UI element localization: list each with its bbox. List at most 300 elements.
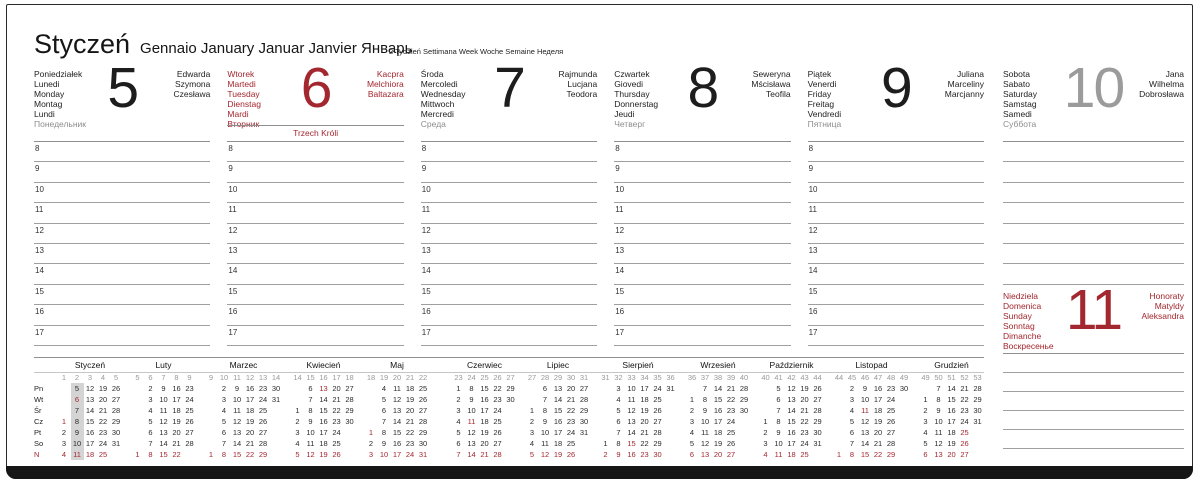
mini-date: 22 bbox=[405, 428, 415, 437]
mini-date: 30 bbox=[899, 384, 909, 393]
mini-date: 13 bbox=[159, 428, 168, 437]
mini-date: 6 bbox=[776, 395, 781, 404]
mini-date: 27 bbox=[579, 384, 589, 393]
nameday: Czesława bbox=[173, 89, 211, 99]
day-name: Martedi bbox=[227, 79, 256, 89]
mini-date bbox=[599, 405, 612, 416]
mini-date: 4 bbox=[616, 395, 621, 404]
mini-date: 2 bbox=[849, 384, 855, 393]
hour-label: 9 bbox=[808, 164, 814, 174]
week-number: 29 bbox=[553, 373, 563, 382]
nameday: Dobrosława bbox=[1139, 89, 1184, 99]
hour-label: 12 bbox=[35, 225, 44, 235]
hour-label: 13 bbox=[421, 245, 431, 255]
dow-labels bbox=[34, 359, 49, 460]
mini-date: 3 bbox=[849, 395, 855, 404]
mini-date: 3 bbox=[923, 417, 928, 426]
mini-date: 24 bbox=[726, 417, 736, 426]
mini-date: 10 bbox=[774, 439, 783, 448]
holiday-row bbox=[421, 125, 597, 141]
mini-date: 19 bbox=[405, 395, 415, 404]
mini-date: 11 bbox=[701, 428, 709, 437]
mini-date: 24 bbox=[98, 439, 108, 448]
weekend-column bbox=[1003, 56, 1184, 468]
mini-date: 31 bbox=[271, 395, 281, 404]
hour-label: 13 bbox=[35, 245, 44, 255]
mini-date: 8 bbox=[702, 395, 708, 404]
week-number: 18 bbox=[366, 373, 376, 382]
week-number: 33 bbox=[627, 373, 636, 382]
mini-month-3 bbox=[205, 359, 283, 460]
mini-date: 20 bbox=[566, 384, 576, 393]
mini-date: 16 bbox=[873, 384, 883, 393]
mini-date: 18 bbox=[713, 428, 723, 437]
mini-date: 25 bbox=[493, 417, 502, 426]
mini-date: 31 bbox=[666, 384, 675, 393]
mini-month-name: Kwiecień bbox=[306, 360, 341, 370]
mini-date bbox=[270, 449, 283, 460]
mini-date: 21 bbox=[566, 395, 576, 404]
mini-month-10 bbox=[759, 359, 824, 460]
mini-date: 9 bbox=[381, 439, 387, 448]
nameday: Teofila bbox=[766, 89, 791, 99]
day-name: Wtorek bbox=[227, 69, 255, 79]
mini-date: 6 bbox=[616, 417, 621, 426]
hour-row bbox=[227, 244, 403, 264]
mini-date bbox=[833, 416, 846, 427]
mini-date: 22 bbox=[640, 439, 649, 448]
mini-date: 19 bbox=[98, 384, 108, 393]
day-header bbox=[420, 56, 598, 129]
namedays bbox=[1141, 291, 1184, 321]
mini-date: 25 bbox=[566, 439, 576, 448]
hour-row bbox=[227, 142, 403, 162]
mini-month-grid bbox=[599, 372, 677, 460]
mini-date: 23 bbox=[566, 417, 576, 426]
mini-date: 28 bbox=[493, 450, 502, 459]
day-name: Mercoledi bbox=[420, 79, 458, 89]
hour-row bbox=[227, 285, 403, 305]
week-number: 16 bbox=[319, 373, 328, 382]
mini-date: 11 bbox=[627, 395, 636, 404]
mini-date bbox=[919, 383, 932, 394]
hour-row bbox=[34, 142, 210, 162]
mini-date: 23 bbox=[185, 384, 194, 393]
day-name: Четверг bbox=[614, 119, 646, 129]
nameday: Marcjanny bbox=[944, 89, 984, 99]
mini-date: 27 bbox=[960, 450, 969, 459]
hour-label: 17 bbox=[228, 327, 238, 337]
hour-label: 8 bbox=[421, 144, 427, 153]
mini-date: 22 bbox=[960, 395, 969, 404]
mini-date bbox=[131, 405, 144, 416]
mini-date: 13 bbox=[934, 450, 943, 459]
hour-label: 9 bbox=[35, 164, 40, 174]
mini-date bbox=[58, 394, 71, 405]
mini-date: 20 bbox=[98, 395, 108, 404]
day-name: Пятница bbox=[807, 119, 842, 129]
week-number: 47 bbox=[873, 373, 883, 382]
mini-date bbox=[110, 449, 123, 460]
mini-month-grid bbox=[686, 372, 751, 460]
day-number: 5 bbox=[107, 56, 138, 120]
mini-date: 28 bbox=[886, 439, 896, 448]
mini-date bbox=[599, 416, 612, 427]
mini-date: 2 bbox=[456, 395, 461, 404]
mini-date: 29 bbox=[345, 406, 354, 415]
nameday: Jana bbox=[1165, 69, 1184, 79]
mini-date: 28 bbox=[973, 384, 982, 393]
holiday-row bbox=[1003, 125, 1184, 141]
day-name: Понедельник bbox=[34, 119, 87, 129]
mini-date bbox=[504, 405, 517, 416]
mini-date: 13 bbox=[700, 450, 710, 459]
mini-date: 12 bbox=[85, 384, 95, 393]
mini-date: 4 bbox=[923, 428, 928, 437]
mini-date: 1 bbox=[529, 406, 535, 415]
week-number: 43 bbox=[800, 373, 809, 382]
hours-grid bbox=[614, 141, 790, 346]
mini-date: 2 bbox=[61, 428, 67, 437]
mini-date: 13 bbox=[553, 384, 563, 393]
mini-date: 7 bbox=[381, 417, 387, 426]
mini-date: 30 bbox=[111, 428, 121, 437]
mini-month-6 bbox=[452, 359, 517, 460]
week-number: 40 bbox=[761, 373, 770, 382]
mini-date: 28 bbox=[111, 406, 121, 415]
mini-date: 14 bbox=[627, 428, 636, 437]
mini-date: 6 bbox=[849, 428, 855, 437]
mini-date: 1 bbox=[135, 450, 140, 459]
mini-date bbox=[664, 416, 677, 427]
mini-date: 26 bbox=[726, 439, 736, 448]
hour-label: 13 bbox=[228, 245, 238, 255]
mini-date: 5 bbox=[776, 384, 781, 393]
nameday: Wilhelma bbox=[1149, 79, 1184, 89]
mini-date: 10 bbox=[467, 406, 476, 415]
mini-month-name: Czerwiec bbox=[467, 360, 502, 370]
mini-date: 11 bbox=[306, 439, 315, 448]
mini-date: 13 bbox=[627, 417, 636, 426]
mini-date bbox=[205, 438, 218, 449]
mini-date: 6 bbox=[689, 450, 695, 459]
mini-date bbox=[183, 449, 196, 460]
week-number: 4 bbox=[100, 373, 106, 382]
hour-row bbox=[34, 183, 210, 203]
hour-row bbox=[614, 203, 790, 223]
mini-date: 20 bbox=[800, 395, 809, 404]
mini-date: 21 bbox=[800, 406, 809, 415]
day-name: Samedi bbox=[1003, 109, 1032, 119]
hour-row bbox=[808, 224, 984, 244]
week-number: 12 bbox=[245, 373, 255, 382]
mini-date: 21 bbox=[726, 384, 736, 393]
mini-date: 30 bbox=[739, 406, 749, 415]
week-number: 49 bbox=[921, 373, 930, 382]
week-number: 13 bbox=[258, 373, 268, 382]
mini-date bbox=[599, 394, 612, 405]
week-number: 26 bbox=[493, 373, 502, 382]
week-number: 18 bbox=[345, 373, 354, 382]
hour-row bbox=[421, 326, 597, 346]
mini-date: 10 bbox=[627, 384, 636, 393]
mini-date: 23 bbox=[726, 406, 736, 415]
week-number: 2 bbox=[74, 373, 80, 382]
mini-date: 17 bbox=[172, 395, 181, 404]
mini-date: 12 bbox=[467, 428, 476, 437]
mini-date: 8 bbox=[936, 395, 941, 404]
week-number: 30 bbox=[566, 373, 576, 382]
mini-date: 22 bbox=[172, 450, 181, 459]
mini-date: 18 bbox=[245, 406, 255, 415]
day-name: Wednesday bbox=[420, 89, 466, 99]
mini-date: 8 bbox=[616, 439, 621, 448]
mini-date bbox=[759, 383, 772, 394]
mini-date: 19 bbox=[553, 450, 563, 459]
mini-month-1 bbox=[58, 359, 123, 460]
mini-date: 24 bbox=[800, 439, 809, 448]
mini-date bbox=[205, 383, 218, 394]
ruled-line bbox=[1003, 203, 1184, 223]
mini-date bbox=[759, 394, 772, 405]
hour-row bbox=[614, 264, 790, 284]
mini-date: 13 bbox=[232, 428, 242, 437]
ruled-line bbox=[1003, 244, 1184, 264]
mini-date bbox=[504, 438, 517, 449]
mini-date bbox=[738, 449, 751, 460]
mini-month-name: Maj bbox=[390, 360, 404, 370]
hour-label: 14 bbox=[615, 266, 625, 276]
hour-row bbox=[614, 305, 790, 325]
mini-date: 14 bbox=[85, 406, 95, 415]
mini-date: 14 bbox=[713, 384, 723, 393]
day-number: 6 bbox=[300, 56, 331, 120]
mini-month-grid bbox=[833, 372, 911, 460]
hour-label: 15 bbox=[421, 286, 431, 296]
mini-date: 30 bbox=[813, 428, 822, 437]
hour-row bbox=[34, 305, 210, 325]
nameday: Teodora bbox=[566, 89, 598, 99]
week-number: 39 bbox=[726, 373, 736, 382]
hour-row bbox=[421, 224, 597, 244]
holiday-row bbox=[34, 125, 210, 141]
nameday: Szymona bbox=[174, 79, 211, 89]
mini-date: 31 bbox=[111, 439, 121, 448]
mini-date: 12 bbox=[860, 417, 870, 426]
mini-date: 4 bbox=[456, 417, 461, 426]
mini-date: 22 bbox=[566, 406, 576, 415]
day-name: Montag bbox=[34, 99, 63, 109]
bottom-bar bbox=[6, 466, 1193, 479]
hour-label: 10 bbox=[421, 184, 431, 194]
mini-date: 15 bbox=[553, 406, 563, 415]
hour-row bbox=[34, 203, 210, 223]
mini-date: 10 bbox=[860, 395, 870, 404]
nameday: Rajmunda bbox=[558, 69, 598, 79]
week-number: 42 bbox=[787, 373, 796, 382]
hours-grid bbox=[808, 141, 984, 346]
mini-date: 16 bbox=[85, 428, 95, 437]
hour-row bbox=[227, 162, 403, 182]
mini-date: 20 bbox=[172, 428, 181, 437]
mini-date: 2 bbox=[529, 417, 535, 426]
ruled-line bbox=[1003, 411, 1184, 430]
mini-date: 12 bbox=[934, 439, 943, 448]
hour-row bbox=[808, 183, 984, 203]
mini-date: 22 bbox=[332, 406, 341, 415]
mini-date: 29 bbox=[418, 428, 428, 437]
mini-date: 2 bbox=[689, 406, 695, 415]
hour-row bbox=[808, 326, 984, 346]
day-name: Giovedi bbox=[614, 79, 644, 89]
dow-label: Pn bbox=[34, 384, 44, 393]
mini-date: 17 bbox=[319, 428, 328, 437]
mini-date bbox=[270, 427, 283, 438]
day-name: Tuesday bbox=[227, 89, 260, 99]
day-name: Mittwoch bbox=[420, 99, 455, 109]
mini-date: 16 bbox=[947, 406, 956, 415]
week-number: 23 bbox=[454, 373, 463, 382]
mini-month-7 bbox=[526, 359, 591, 460]
mini-date: 25 bbox=[185, 406, 194, 415]
mini-date bbox=[343, 449, 356, 460]
day-name: Środa bbox=[420, 69, 444, 79]
mini-date: 24 bbox=[566, 428, 576, 437]
weekday-column-2 bbox=[227, 56, 404, 346]
ruled-line bbox=[1003, 392, 1184, 411]
mini-date: 15 bbox=[947, 395, 956, 404]
mini-date: 14 bbox=[159, 439, 168, 448]
mini-date: 17 bbox=[947, 417, 956, 426]
day-header bbox=[807, 56, 984, 129]
mini-date: 3 bbox=[148, 395, 153, 404]
mini-month-name: Marzec bbox=[229, 360, 258, 370]
mini-date: 10 bbox=[700, 417, 710, 426]
hour-label: 16 bbox=[615, 307, 625, 317]
mini-date: 20 bbox=[640, 417, 649, 426]
day-name: Dienstag bbox=[227, 99, 261, 109]
mini-date: 10 bbox=[934, 417, 943, 426]
mini-date: 19 bbox=[713, 439, 723, 448]
mini-date bbox=[578, 449, 591, 460]
mini-date: 6 bbox=[456, 439, 461, 448]
hour-label: 10 bbox=[808, 184, 818, 194]
mini-date: 19 bbox=[640, 406, 649, 415]
mini-date: 19 bbox=[319, 450, 328, 459]
mini-date: 11 bbox=[541, 439, 549, 448]
mini-date: 31 bbox=[418, 450, 428, 459]
mini-date: 7 bbox=[936, 384, 941, 393]
mini-date: 15 bbox=[627, 439, 636, 448]
week-number: 41 bbox=[774, 373, 783, 382]
mini-date: 15 bbox=[480, 384, 489, 393]
mini-date: 4 bbox=[148, 406, 153, 415]
mini-month-4 bbox=[291, 359, 356, 460]
mini-date: 28 bbox=[258, 439, 268, 448]
mini-date bbox=[971, 427, 984, 438]
mini-date: 27 bbox=[653, 417, 662, 426]
holiday-row bbox=[614, 125, 790, 141]
mini-date: 23 bbox=[98, 428, 108, 437]
mini-date: 30 bbox=[506, 395, 515, 404]
mini-date bbox=[291, 394, 304, 405]
holiday-label: Trzech Króli bbox=[293, 128, 339, 138]
week-number: 35 bbox=[653, 373, 662, 382]
mini-date: 9 bbox=[234, 384, 240, 393]
hour-row bbox=[808, 203, 984, 223]
mini-date: 6 bbox=[221, 428, 227, 437]
mini-date: 17 bbox=[480, 406, 489, 415]
hour-row bbox=[808, 142, 984, 162]
mini-date: 21 bbox=[480, 450, 489, 459]
namedays bbox=[945, 69, 984, 99]
hour-row bbox=[421, 142, 597, 162]
mini-date: 23 bbox=[405, 439, 415, 448]
hour-row bbox=[808, 162, 984, 182]
day-name: Niedziela bbox=[1003, 290, 1038, 301]
hour-row bbox=[614, 285, 790, 305]
namedays bbox=[1139, 69, 1184, 99]
mini-date bbox=[971, 438, 984, 449]
mini-date: 28 bbox=[185, 439, 194, 448]
mini-date: 7 bbox=[616, 428, 621, 437]
mini-date: 15 bbox=[860, 450, 870, 459]
nameday: Kacpra bbox=[376, 69, 404, 79]
hour-label: 10 bbox=[35, 184, 44, 194]
week-number: 46 bbox=[860, 373, 870, 382]
mini-date: 23 bbox=[493, 395, 502, 404]
mini-month-5 bbox=[365, 359, 430, 460]
day-name: Sonntag bbox=[1003, 320, 1035, 331]
mini-date: 29 bbox=[111, 417, 121, 426]
week-number: 52 bbox=[960, 373, 969, 382]
week-number: 25 bbox=[480, 373, 489, 382]
mini-date: 26 bbox=[258, 417, 268, 426]
day-name: Среда bbox=[420, 119, 446, 129]
hour-row bbox=[614, 224, 790, 244]
mini-date: 17 bbox=[640, 384, 649, 393]
day-name: Вторник bbox=[227, 119, 260, 129]
day-name: Donnerstag bbox=[614, 99, 659, 109]
dow-label: Pt bbox=[34, 428, 42, 437]
mini-date: 3 bbox=[763, 439, 768, 448]
mini-date: 21 bbox=[332, 395, 341, 404]
hour-row bbox=[808, 285, 984, 305]
day-number: 10 bbox=[1063, 56, 1124, 120]
mini-date: 9 bbox=[616, 450, 621, 459]
mini-date: 12 bbox=[392, 395, 402, 404]
weekday-columns bbox=[34, 56, 984, 346]
hour-label: 13 bbox=[808, 245, 818, 255]
hour-row bbox=[34, 224, 210, 244]
mini-date: 5 bbox=[221, 417, 227, 426]
week-number: 44 bbox=[813, 373, 822, 382]
day-number: 8 bbox=[687, 56, 718, 120]
hour-row bbox=[421, 203, 597, 223]
hour-label: 17 bbox=[808, 327, 818, 337]
mini-date: 16 bbox=[319, 417, 328, 426]
day-name: Piątek bbox=[807, 69, 832, 79]
ruled-line bbox=[1003, 430, 1184, 449]
hour-label: 12 bbox=[615, 225, 625, 235]
mini-date: 8 bbox=[221, 450, 227, 459]
mini-date: 14 bbox=[392, 417, 402, 426]
weekday-column-3 bbox=[420, 56, 598, 346]
mini-date bbox=[205, 394, 218, 405]
mini-date: 7 bbox=[456, 450, 461, 459]
week-number: 1 bbox=[61, 373, 67, 382]
mini-date: 16 bbox=[553, 417, 563, 426]
